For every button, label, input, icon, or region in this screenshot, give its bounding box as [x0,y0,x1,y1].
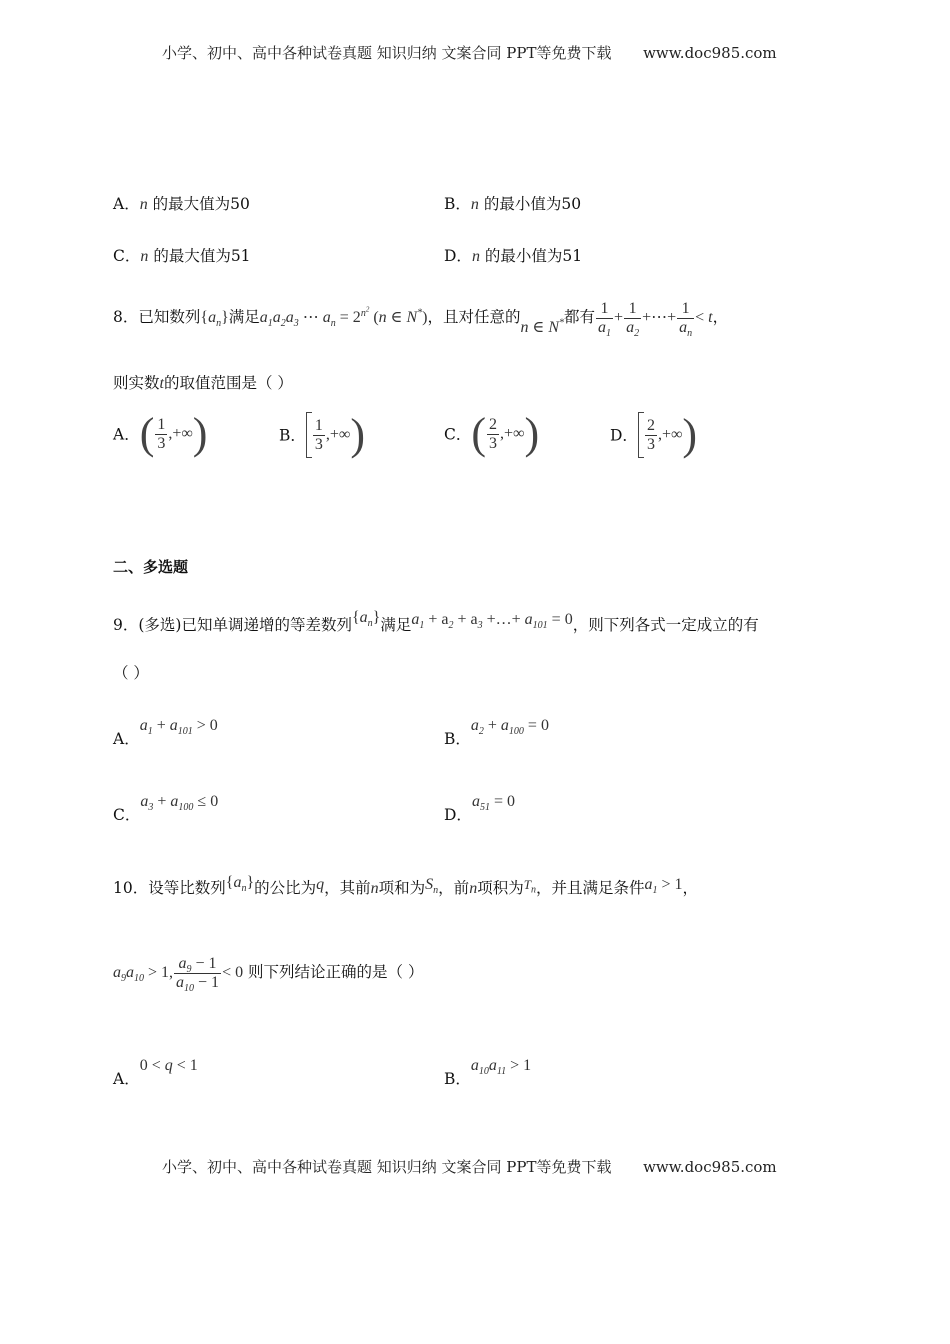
q9-option-a: A．$a_1 + a_{101} > 0$ [113,717,218,748]
q7-option-c: C．n 的最大值为51 [113,247,251,265]
q10-stem-line2: $a_9a_{10} > 1$, $\frac{a_9 - 1}{a_{10} - 1}$ < 0 则下列结论正确的是（ ） [113,954,424,995]
q9-option-d: D．$a_{51} = 0$ [444,793,515,824]
q7-option-b: B．n 的最小值为50 [444,195,582,213]
header-url[interactable]: www.doc985.com [643,44,777,62]
q8-option-d: D． $\frac{2}{3}$ ,+∞) [610,410,698,459]
page-footer [162,1156,777,1177]
q8-stem-line2: 则实数t的取值范围是（ ） [113,374,293,392]
q7-option-d: D．n 的最小值为51 [444,247,583,265]
q10-option-b: B．$a_{10}a_{11} > 1$ [444,1057,532,1088]
q8-option-a: A．( $\frac{1}{3}$ ,+∞) [113,409,208,458]
q9-option-b: B．$a_2 + a_{100} = 0$ [444,717,549,748]
q10-stem: 10．设等比数列$\{a_n\}$的公比为q，其前n项和为$S_n$，前n项积为$^{T_n}$，并且满足条件$a_1 > 1$， [113,874,698,897]
q8-option-c: C．( $\frac{2}{3}$ ,+∞) [444,409,540,458]
header-text: 小学、初中、高中各种试卷真题 知识归纳 文案合同 PPT等免费下载 [162,44,612,62]
section-title: 二、多选题 [113,558,189,576]
q8-option-b: B． $\frac{1}{3}$ ,+∞) [279,410,365,459]
q9-stem: 9．(多选)已知单调递增的等差数列$\{a_n\}$满足$a_1 + a_2 + a_3$ +…+ $a_{101} = 0$，则下列各式一定成立的有 [113,609,759,634]
q10-option-a: A．0 < q < 1 [113,1057,198,1088]
q9-stem-line2: （ ） [113,664,149,682]
footer-text: 小学、初中、高中各种试卷真题 知识归纳 文案合同 PPT等免费下载 [162,1158,612,1176]
page-header [162,42,777,63]
q9-option-c: C．$a_3 + a_{100} \le 0$ [113,793,219,824]
q8-stem: 8．已知数列$\{a_n\}$满足$a_1a_2a_3$ ⋯ $a_n = 2^{n^2}$ (n ∈ N*)，且对任意的n ∈ N*都有 $\frac{1}{a_1}$ + $\frac{1}{a_2}$ +⋯+ $\frac{1}{a_n}$ < t， [113,299,729,340]
q7-option-a: A．n 的最大值为50 [113,195,250,213]
footer-url[interactable]: www.doc985.com [643,1158,777,1176]
